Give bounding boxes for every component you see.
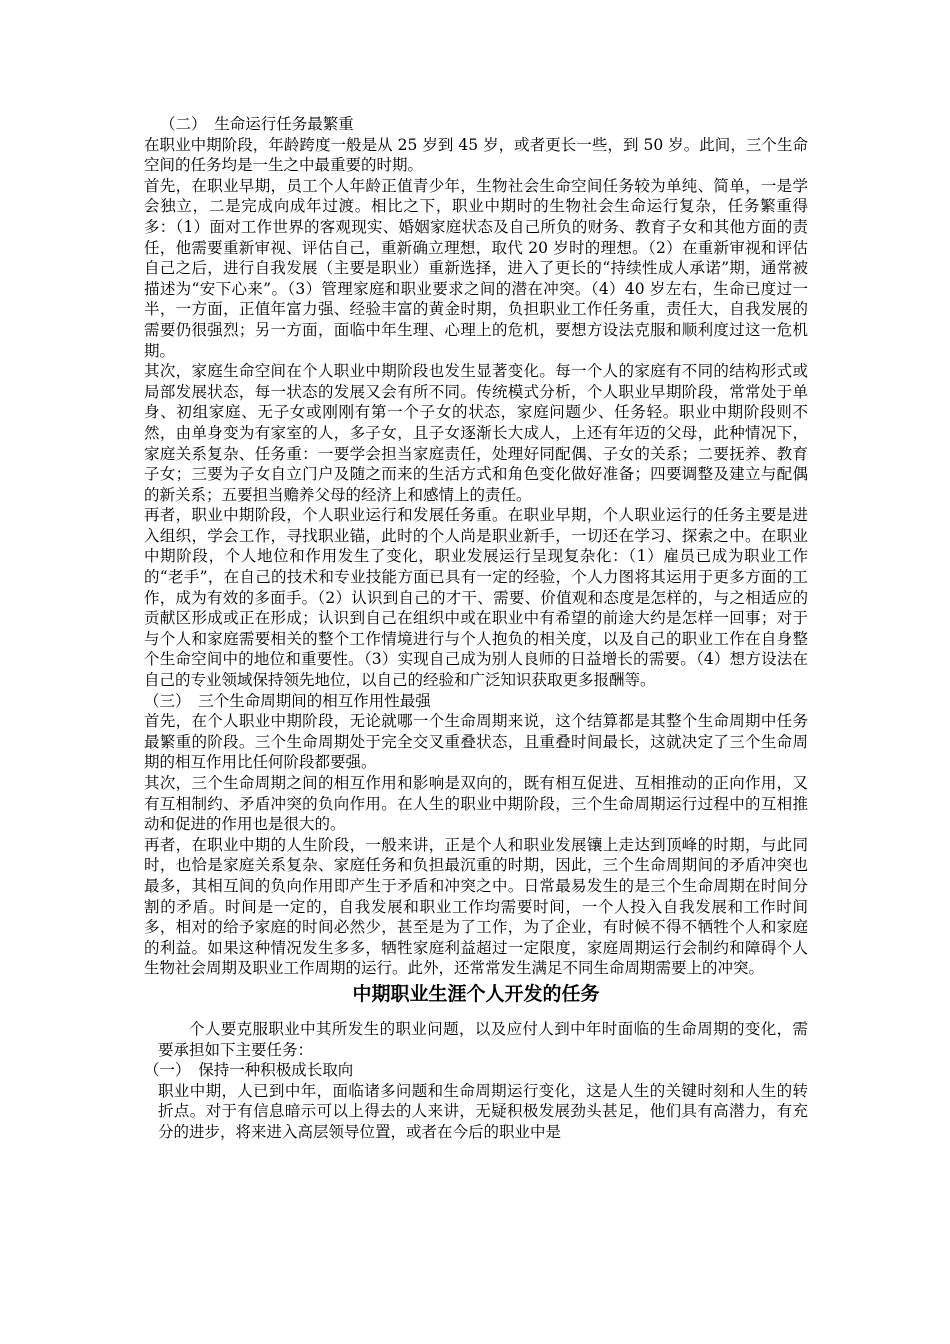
paragraph: 在职业中期阶段，年龄跨度一般是从 25 岁到 45 岁，或者更长一些，到 50 岁。此间，三个生命空间的任务均是一生之中最重要的时期。 — [144, 135, 808, 175]
paragraph: 首先，在职业早期，员工个人年龄正值青少年，生物社会生命空间任务较为单纯、简单，一是学会独立，二是完成向成年过渡。相比之下，职业中期时的生物社会生命运行复杂，任务繁重得多：（1）面对工作世界的客观现实、婚姻家庭状态及自己所负的财务、教育子女和其他方面的责任，他需要重新审视、评估自己，重新确立理想，取代 20 岁时的理想。（2）在重新审视和评估自己之后，进行自我发展（主要是职业）重新选择，进入了更长的“持续性成人承诺”期，通常被描述为“安下心来”。（3）管理家庭和职业要求之间的潜在冲突。（4）40 岁左右，生命已度过一半，一方面，正值年富力强、经验丰富的黄金时期，负担职业工作任务重，责任大，自我发展的需要仍很强烈；另一方面，面临中年生理、心理上的危机，要想方设法克服和顺利度过这一危机期。 — [144, 176, 808, 360]
paragraph: 职业中期，人已到中年，面临诸多问题和生命周期运行变化，这是人生的关键时刻和人生的转折点。对于有信息暗示可以上得去的人来讲，无疑积极发展劲头甚足，他们具有高潜力，有充分的进步，将来进入高层领导位置，或者在今后的职业中是 — [158, 1081, 808, 1141]
section-heading-3: （三） 三个生命周期间的相互作用性最强 — [144, 691, 431, 710]
subsection-heading: （一） 保持一种积极成长取向 — [144, 1061, 354, 1080]
paragraph: 其次，家庭生命空间在个人职业中期阶段也发生显著变化。每一个人的家庭有不同的结构形式或局部发展状态，每一状态的发展又会有所不同。传统模式分析，个人职业早期阶段，常常处于单身、初组家庭、无子女或刚刚有第一个子女的状态，家庭问题少、任务轻。职业中期阶段则不然，由单身变为有家室的人，多子女，且子女逐渐长大成人，上还有年迈的父母，此种情况下，家庭关系复杂、任务重：一要学会担当家庭责任，处理好同配偶、子女的关系；二要抚养、教育子女；三要为子女自立门户及随之而来的生活方式和角色变化做好准备；四要调整及建立与配偶的新关系；五要担当赡养父母的经济上和感情上的责任。 — [144, 362, 808, 504]
section-heading-2: （二） 生命运行任务最繁重 — [160, 115, 354, 133]
document-page — [144, 114, 808, 1143]
paragraph: 再者，职业中期阶段，个人职业运行和发展任务重。在职业早期，个人职业运行的任务主要是进入组织，学会工作，寻找职业锚，此时的个人尚是职业新手，一切还在学习、探索之中。在职业中期阶段，个人地位和作用发生了变化，职业发展运行呈现复杂化：（1）雇员已成为职业工作的“老手”，在自己的技术和专业技能方面已具有一定的经验，个人力图将其运用于更多方面的工作，成为有效的多面手。（2）认识到自己的才干、需要、价值观和态度是怎样的，与之相适应的贡献区形成或正在形成；认识到自己在组织中或在职业中有希望的前途大约是怎样一回事；对于与个人和家庭需要相关的整个工作情境进行与个人抱负的相关度，以及自己的职业工作在自身整个生命空间中的地位和重要性。（3）实现自己成为别人良师的日益增长的需要。（4）想方设法在自己的专业领域保持领先地位，以自己的经验和广泛知识获取更多报酬等。 — [144, 506, 808, 690]
paragraph: 首先，在个人职业中期阶段，无论就哪一个生命周期来说，这个结算都是其整个生命周期中任务最繁重的阶段。三个生命周期处于完全交叉重叠状态，且重叠时间最长，这就决定了三个生命周期的相互作用比任何阶段都要强。 — [144, 712, 808, 772]
intro-paragraph: 个人要克服职业中其所发生的职业问题，以及应付人到中年时面临的生命周期的变化，需要承担如下主要任务： — [158, 1019, 808, 1059]
paragraph: 其次，三个生命周期之间的相互作用和影响是双向的，既有相互促进、互相推动的正向作用，又有互相制约、矛盾冲突的负向作用。在人生的职业中期阶段，三个生命周期运行过程中的互相推动和促进的作用也是很大的。 — [144, 774, 808, 834]
article-title: 中期职业生涯个人开发的任务 — [352, 982, 600, 1005]
paragraph: 再者，在职业中期的人生阶段，一般来讲，正是个人和职业发展镶上走达到顶峰的时期，与此同时，也恰是家庭关系复杂、家庭任务和负担最沉重的时期，因此，三个生命周期间的矛盾冲突也最多，其相互间的负向作用即产生于矛盾和冲突之中。日常最易发生的是三个生命周期在时间分割的矛盾。时间是一定的，自我发展和职业工作均需要时间，一个人投入自我发展和工作时间多，相对的给予家庭的时间必然少，甚至是为了工作，为了企业，有时候不得不牺牲个人和家庭的利益。如果这种情况发生多多，牺牲家庭利益超过一定限度，家庭周期运行会制约和障碍个人生物社会周期及职业工作周期的运行。此外，还常常发生满足不同生命周期需要上的冲突。 — [144, 835, 808, 978]
